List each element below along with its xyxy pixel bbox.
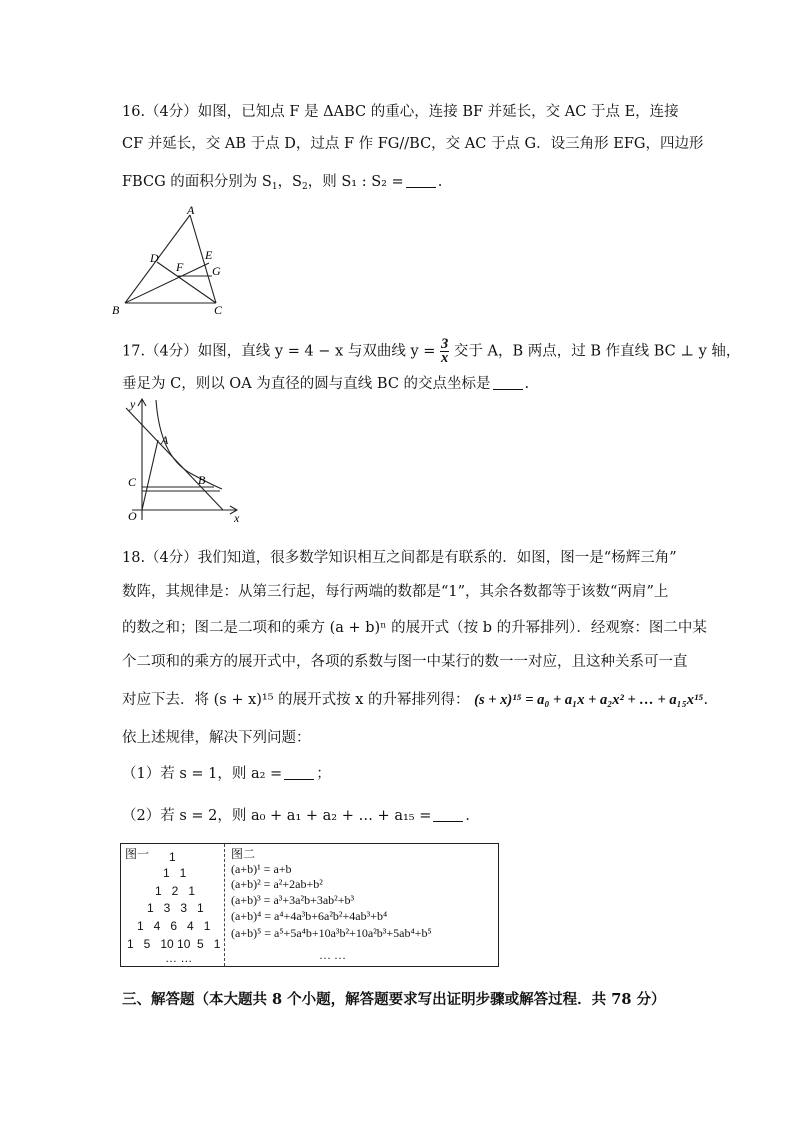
q16-line-3: FBCG 的面积分别为 $S_1$，$S_2$，则 S₁ : S₂ = . bbox=[122, 174, 443, 192]
triangle-row-ellipsis: … … bbox=[165, 951, 193, 965]
expansion-2: (a+b)² = a²+2ab+b² bbox=[231, 877, 323, 891]
expansion-ellipsis: … … bbox=[319, 948, 346, 962]
expansion-4: (a+b)⁴ = a⁴+4a³b+6a²b²+4ab³+b⁴ bbox=[231, 909, 388, 923]
expansion-3: (a+b)³ = a³+3a²b+3ab²+b³ bbox=[231, 893, 355, 907]
q18-part-1: （1）若 s = 1，则 a₂ = ； bbox=[122, 766, 331, 782]
q18-part-2: （2）若 s = 2，则 a₀ + a₁ + a₂ + … + a₁₅ = ． bbox=[122, 808, 480, 824]
q16-label-g: G bbox=[212, 264, 221, 278]
expansion-1: (a+b)¹ = a+b bbox=[231, 862, 292, 876]
section-3-heading: 三、解答题（本大题共 8 个小题，解答题要求写出证明步骤或解答过程．共 78 分） bbox=[122, 991, 666, 1008]
triangle-row-4: 1 3 3 1 bbox=[147, 901, 204, 915]
fig2-title: 图二 bbox=[231, 847, 256, 861]
triangle-row-1: 1 bbox=[169, 850, 176, 864]
q17-line-1: 17.（4分）如图，直线 y = 4 − x 与双曲线 y = $\frac{3}{x}$ 交于 A，B 两点，过 B 作直线 BC ⊥ y 轴， bbox=[122, 336, 741, 366]
q18-line-2: 数阵，其规律是：从第三行起，每行两端的数都是“1”，其余各数都等于该数“两肩”上 bbox=[122, 584, 669, 600]
q18-line-6: 依上述规律，解决下列问题： bbox=[122, 730, 311, 746]
median-cd bbox=[157, 262, 216, 303]
q17-label-o: O bbox=[128, 509, 137, 523]
q16-answer-blank[interactable] bbox=[406, 173, 436, 188]
q18-part2-blank[interactable] bbox=[433, 807, 463, 822]
q16-label-c: C bbox=[214, 303, 223, 317]
q16-triangle-figure bbox=[112, 202, 232, 317]
q16-line-2: CF 并延长，交 AB 于点 D，过点 F 作 FG//BC，交 AC 于点 G．设三角形 EFG，四边形 bbox=[122, 136, 704, 152]
figure-divider bbox=[224, 844, 225, 966]
triangle-row-6: 1 5 10 10 5 1 bbox=[127, 937, 221, 951]
triangle-row-3: 1 2 1 bbox=[155, 884, 196, 898]
q18-line-5: 对应下去．将 (s + x)¹⁵ 的展开式按 x 的升幂排列得： (s + x)¹⁵ = a₀ + a₁x + a₂x² + … + a₁₅x¹⁵. bbox=[122, 692, 709, 708]
q18-line-1: 18.（4分）我们知道，很多数学知识相互之间都是有联系的．如图，图一是“杨辉三角” bbox=[122, 550, 677, 566]
line-oa bbox=[142, 440, 158, 510]
q16-label-b: B bbox=[112, 303, 120, 317]
triangle-row-5: 1 4 6 4 1 bbox=[137, 919, 211, 933]
q17-label-a: A bbox=[161, 433, 169, 447]
fig1-title: 图一 bbox=[125, 847, 150, 861]
expansion-5: (a+b)⁵ = a⁵+5a⁴b+10a³b²+10a²b³+5ab⁴+b⁵ bbox=[231, 926, 432, 940]
q17-line-2: 垂足为 C，则以 OA 为直径的圆与直线 BC 的交点坐标是 . bbox=[122, 376, 530, 392]
q17-graph-figure bbox=[118, 396, 248, 528]
q17-label-y: y bbox=[130, 397, 136, 411]
q17-label-x: x bbox=[234, 511, 240, 525]
q18-part1-blank[interactable] bbox=[284, 765, 314, 780]
q17-label-b: B bbox=[198, 473, 206, 487]
q18-line-3: 的数之和；图二是二项和的乘方 (a + b)ⁿ 的展开式（按 b 的升幂排列）．经观察：图二中某 bbox=[122, 620, 707, 636]
q16-label-d: D bbox=[150, 251, 159, 265]
q16-label-e: E bbox=[205, 248, 213, 262]
triangle-row-2: 1 1 bbox=[163, 866, 187, 880]
q17-fraction: $\frac{3}{x}$ bbox=[441, 336, 449, 366]
q16-line-1: 16.（4分）如图，已知点 F 是 ΔABC 的重心，连接 BF 并延长，交 AC 于点 E，连接 bbox=[122, 104, 679, 120]
q16-label-f: F bbox=[176, 260, 184, 274]
q16-label-a: A bbox=[187, 203, 195, 217]
q18-line-4: 个二项和的乘方的展开式中，各项的系数与图一中某行的数一一对应，且这种关系可一直 bbox=[122, 654, 688, 670]
yanghui-figure-box bbox=[120, 843, 499, 967]
q17-answer-blank[interactable] bbox=[493, 375, 523, 390]
q17-label-c: C bbox=[128, 475, 137, 489]
